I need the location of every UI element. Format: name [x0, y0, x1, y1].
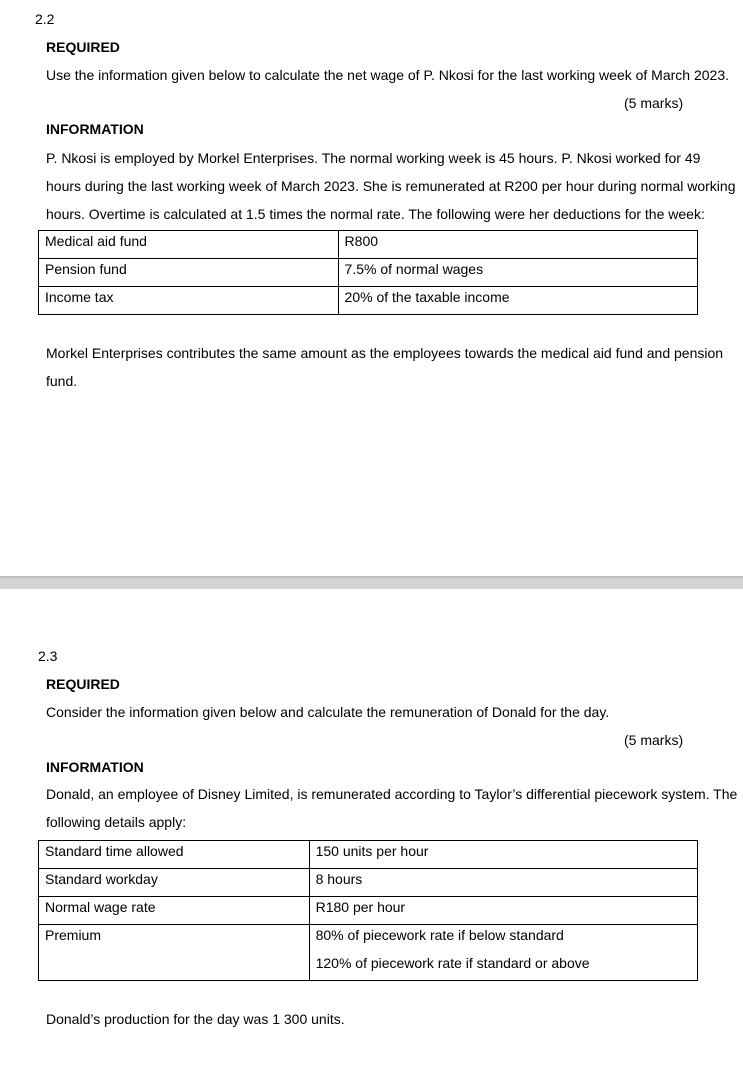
note-line: Morkel Enterprises contributes the same amount as the employees towards the medical aid fund and pension [46, 345, 724, 361]
deduction-label: Pension fund [39, 259, 339, 287]
table-row [39, 897, 698, 925]
deduction-value: R800 [338, 231, 697, 259]
production-text: Donald’s production for the day was 1 300 units. [46, 1011, 345, 1027]
table-row [39, 287, 698, 315]
deduction-label: Income tax [39, 287, 339, 315]
page-2 [0, 589, 743, 1067]
note-line: fund. [46, 373, 78, 389]
required-text: Consider the information given below and calculate the remuneration of Donald for the day. [46, 704, 610, 720]
required-text: Use the information given below to calculate the net wage of P. Nkosi for the last working week of March 2023. [46, 67, 729, 83]
detail-value: 150 units per hour [309, 841, 697, 869]
page-separator-edge [0, 576, 743, 578]
premium-below-standard: 80% of piecework rate if below standard [315, 927, 564, 943]
information-heading: INFORMATION [46, 759, 144, 775]
info-line: Donald, an employee of Disney Limited, is remunerated according to Taylor’s differential piecework system. The [46, 786, 738, 802]
deduction-label: Medical aid fund [39, 231, 339, 259]
table-row [39, 841, 698, 869]
marks-label: (5 marks) [624, 95, 684, 111]
details-table [38, 840, 698, 981]
question-number: 2.3 [38, 648, 58, 664]
info-line: following details apply: [46, 814, 187, 830]
table-row [39, 869, 698, 897]
detail-label: Standard workday [39, 869, 310, 897]
required-heading: REQUIRED [46, 39, 120, 55]
question-number: 2.2 [35, 11, 55, 27]
info-line: hours during the last working week of March 2023. She is remunerated at R200 per hour during normal working [46, 178, 736, 194]
deduction-value: 20% of the taxable income [338, 287, 697, 315]
detail-value [309, 925, 697, 981]
detail-value: 8 hours [309, 869, 697, 897]
table-row [39, 925, 698, 981]
info-line: hours. Overtime is calculated at 1.5 times the normal rate. The following were her deductions for the week: [46, 206, 705, 222]
table-row [39, 259, 698, 287]
table-row [39, 231, 698, 259]
detail-label: Standard time allowed [39, 841, 310, 869]
information-heading: INFORMATION [46, 121, 144, 137]
required-heading: REQUIRED [46, 676, 120, 692]
info-line: P. Nkosi is employed by Morkel Enterprises. The normal working week is 45 hours. P. Nkosi worked for 49 [46, 150, 701, 166]
premium-standard-or-above: 120% of piecework rate if standard or above [315, 955, 590, 971]
deduction-value: 7.5% of normal wages [338, 259, 697, 287]
detail-value: R180 per hour [309, 897, 697, 925]
detail-label: Normal wage rate [39, 897, 310, 925]
marks-label: (5 marks) [624, 732, 684, 748]
deductions-table [38, 230, 698, 315]
detail-label: Premium [39, 925, 310, 981]
